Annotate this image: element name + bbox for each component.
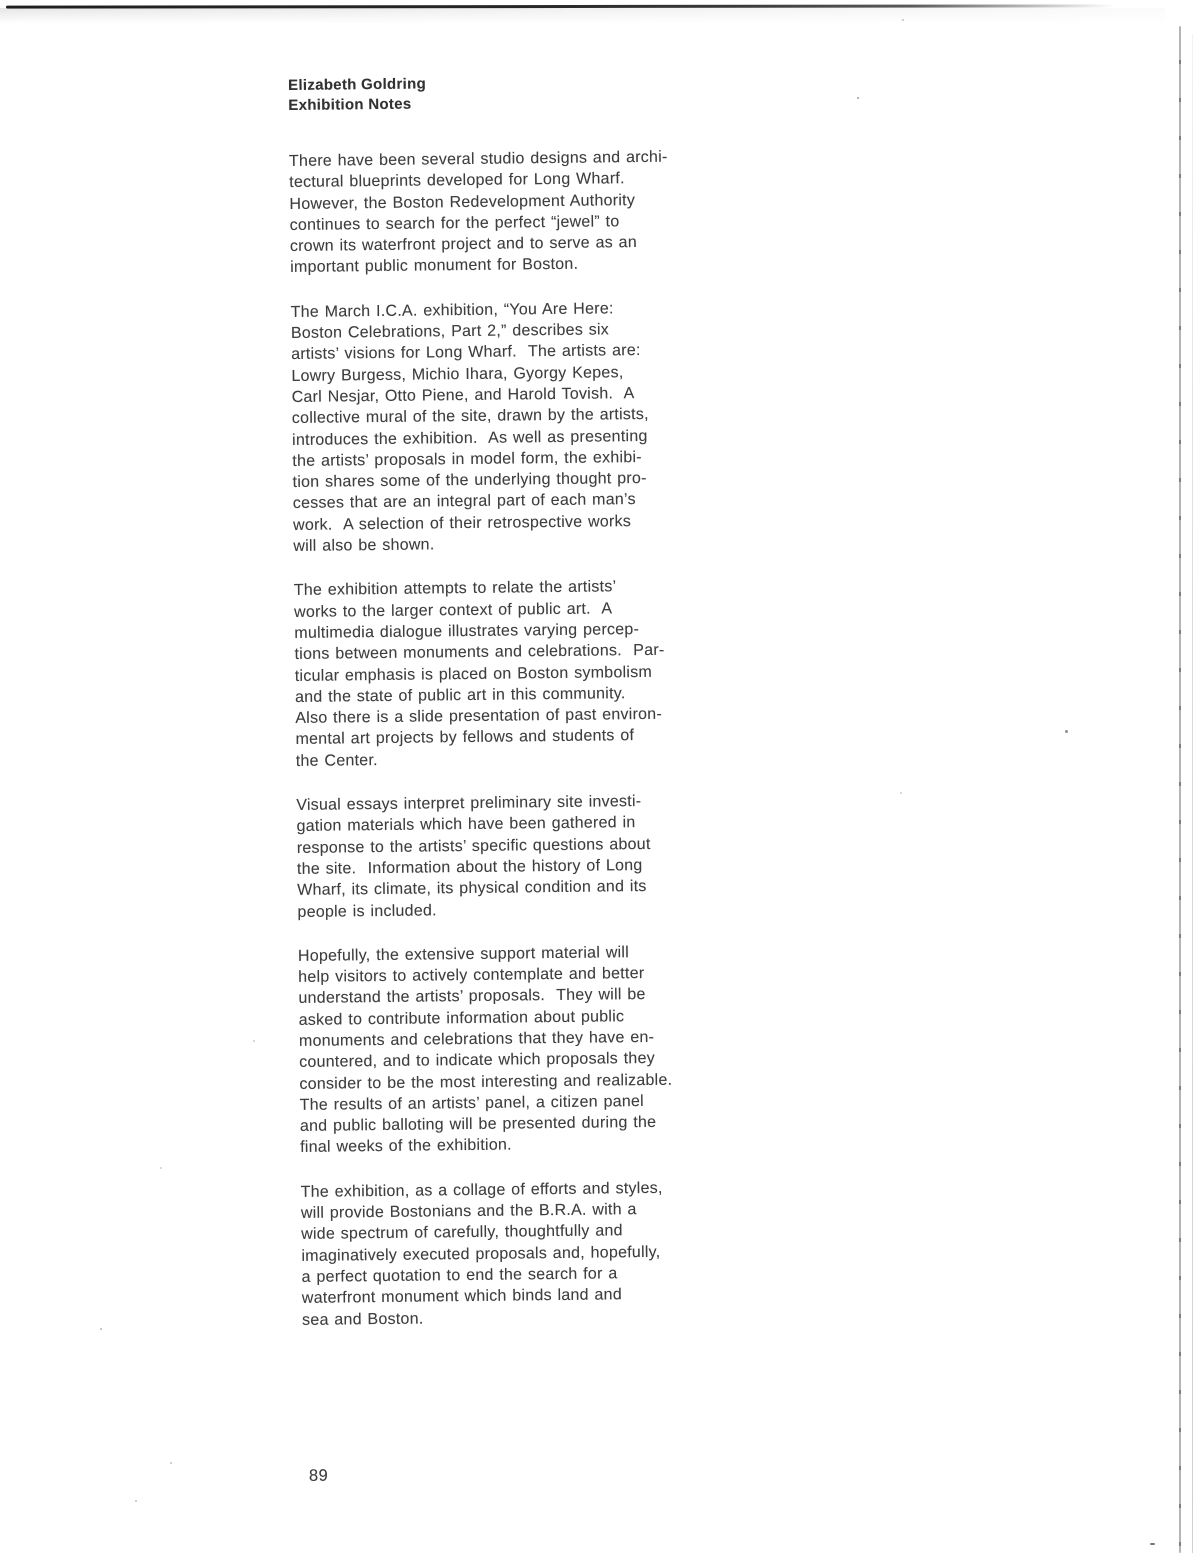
paragraph: The March I.C.A. exhibition, “You Are Here: Boston Celebrations, Part 2,” describes six artists’ visions for Long Wharf. The artists are: Lowry Burgess, Michio Ihara, Gyorgy Kepes, Carl Nesjar, Otto Piene, and Harold Tovish. A collective mural of the site, drawn by the artists, introduces the exhibition. As well as presenting the artists’ proposals in model form, the exhibi- tion shares some of the underlying thought pro- cesses that are an integral part of each man’s work. A selection of their retrospective works will also be shown. (290, 300, 649, 556)
dust-speck (160, 1167, 162, 1169)
dust-speck (100, 1328, 102, 1330)
author-name: Elizabeth Goldring (288, 75, 427, 94)
section-title: Exhibition Notes (288, 95, 412, 114)
paragraph: Hopefully, the extensive support material will help visitors to actively contemplate and better understand the artists’ proposals. They will be asked to contribute information about public monuments and celebrations that they have en- countered, and to indicate which proposals they consider to be the most interesting and realizable. The results of an artists’ panel, a citizen panel and public balloting will be presented during the final weeks of the exhibition. (297, 943, 673, 1157)
dust-speck (902, 19, 904, 21)
dust-speck (135, 1500, 137, 1502)
dust-speck (1065, 730, 1068, 733)
page-binding-edge-line (1179, 26, 1181, 1553)
paragraph: Visual essays interpret preliminary site investi- gation materials which have been gathered in response to the artists’ specific questions about the site. Information about the history of Long Wharf, its climate, its physical condition and its people is included. (296, 793, 651, 921)
dust-speck (900, 792, 902, 794)
dust-speck (857, 97, 859, 99)
dust-speck (170, 1462, 172, 1464)
paragraph: There have been several studio designs and archi- tectural blueprints developed for Long Wharf. However, the Boston Redevelopment Authority continues to search for the perfect “jewel” to crown its waterfront project and to serve as an important public monument for Boston. (288, 148, 668, 277)
paragraph: The exhibition attempts to relate the artists’ works to the larger context of public art. A multimedia dialogue illustrates varying percep- tions between monuments and celebrations. Par- ticular emphasis is placed on Boston symbolism and the state of public art in this community. Also there is a slide presentation of past environ- mental art projects by fellows and students of the Center. (293, 578, 665, 770)
page-number: 89 (308, 1466, 329, 1485)
dust-speck (253, 1040, 255, 1042)
page-binding-edge-line-faint (1192, 34, 1193, 1553)
text-column (287, 71, 741, 1485)
paragraph: The exhibition, as a collage of efforts and styles, will provide Bostonians and the B.R.A. with a wide spectrum of carefully, thoughtfully and imaginatively executed proposals and, hopefully, a perfect quotation to end the search for a waterfront monument which binds land and sea and Boston. (300, 1179, 663, 1329)
scan-top-shading (0, 8, 1165, 25)
dust-speck (1150, 1543, 1155, 1545)
article-body (288, 146, 741, 1331)
